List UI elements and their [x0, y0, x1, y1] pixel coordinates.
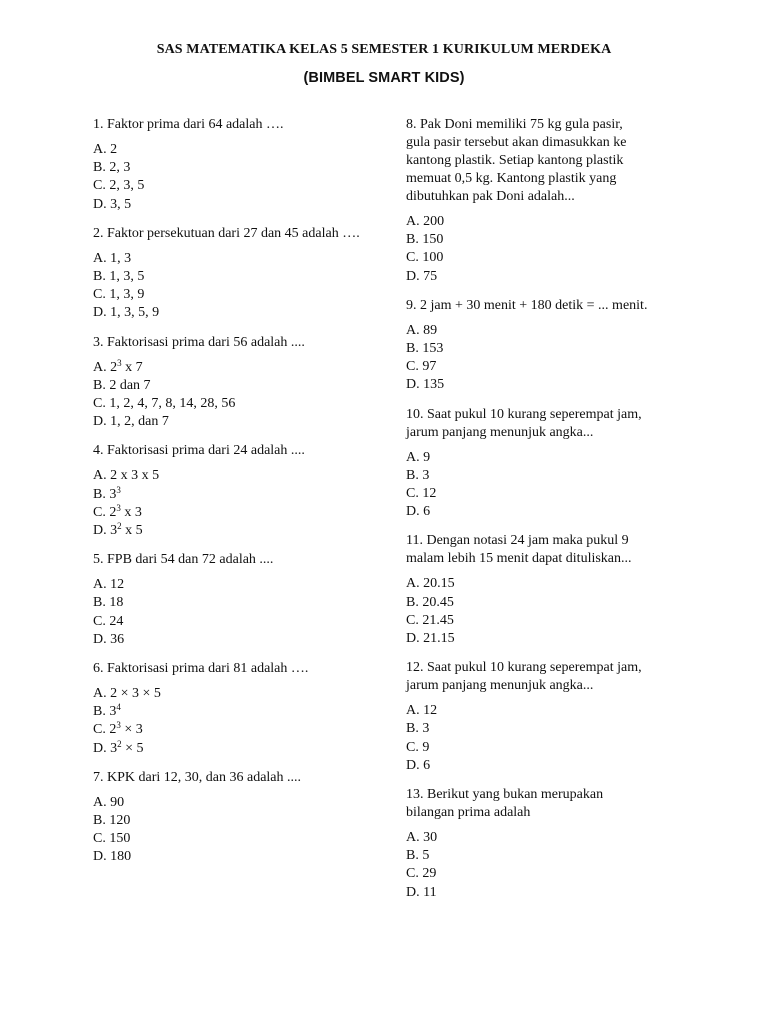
- answer-option: A. 1, 3: [93, 250, 132, 266]
- answer-option: C. 2, 3, 5: [93, 178, 145, 194]
- question-text: 13. Berikut yang bukan merupakan bilangan prima adalah: [406, 787, 604, 821]
- answer-option: B. 2, 3: [93, 160, 131, 176]
- question-text: 10. Saat pukul 10 kurang seperempat jam, jarum panjang menunjuk angka...: [406, 406, 642, 440]
- question-text: 5. FPB dari 54 dan 72 adalah ....: [93, 552, 274, 568]
- answer-option: B. 153: [406, 341, 444, 357]
- answer-option: C. 24: [93, 613, 124, 629]
- answer-option: D. 1, 2, dan 7: [93, 414, 169, 430]
- right-column: [406, 116, 696, 902]
- answer-option: B. 150: [406, 232, 444, 248]
- question-text: 8. Pak Doni memiliki 75 kg gula pasir, gula pasir tersebut akan dimasukkan ke kantong plastik. Setiap kantong plastik memuat 0,5 kg. Kantong plastik yang dibutuhkan pak Doni adalah...: [406, 117, 627, 204]
- answer-option: D. 6: [406, 504, 431, 520]
- question-item: [93, 442, 383, 540]
- question-text: 7. KPK dari 12, 30, dan 36 adalah ....: [93, 769, 302, 785]
- answer-option: D. 36: [93, 631, 125, 647]
- page-title: SAS MATEMATIKA KELAS 5 SEMESTER 1 KURIKULUM MERDEKA: [156, 42, 612, 57]
- question-item: [93, 551, 383, 649]
- answer-option: D. 180: [93, 849, 132, 865]
- answer-option: C. 1, 3, 9: [93, 287, 145, 303]
- answer-option: B. 5: [406, 848, 430, 864]
- answer-option: C. 1, 2, 4, 7, 8, 14, 28, 56: [93, 396, 236, 412]
- answer-option: C. 100: [406, 250, 444, 266]
- answer-option: C. 9: [406, 739, 430, 755]
- answer-option: D. 135: [406, 377, 445, 393]
- answer-option: A. 9: [406, 449, 431, 465]
- answer-option: A. 2 x 3 x 5: [93, 468, 160, 484]
- question-item: [93, 769, 383, 867]
- question-item: [93, 334, 383, 432]
- answer-option: C. 21.45: [406, 612, 454, 628]
- answer-option: B. 20.45: [406, 594, 454, 610]
- question-item: [406, 786, 696, 902]
- left-column: [93, 116, 383, 867]
- answer-option: D. 3, 5: [93, 196, 132, 212]
- answer-option: B. 18: [93, 595, 124, 611]
- question-text: 1. Faktor prima dari 64 adalah ….: [93, 117, 284, 132]
- answer-option: D. $3^2 \times 5$: [93, 738, 144, 756]
- answer-option: B. $3^4$: [93, 702, 121, 720]
- answer-option: A. 90: [93, 794, 125, 810]
- answer-option: A. 20.15: [406, 576, 455, 592]
- answer-option: D. 1, 3, 5, 9: [93, 305, 160, 321]
- answer-option: D. $3^2$ x 5: [93, 521, 143, 539]
- answer-option: D. 6: [406, 757, 431, 773]
- answer-option: A. 89: [406, 322, 438, 338]
- answer-option: B. 1, 3, 5: [93, 269, 145, 285]
- answer-option: C. 97: [406, 359, 437, 375]
- answer-option: A. 12: [93, 577, 125, 593]
- answer-option: C. $2^3 \times 3$: [93, 720, 143, 738]
- answer-option: A. 30: [406, 830, 438, 846]
- question-text: 3. Faktorisasi prima dari 56 adalah ....: [93, 334, 305, 350]
- question-item: [406, 659, 696, 775]
- answer-option: A. 200: [406, 214, 445, 229]
- question-text: 6. Faktorisasi prima dari 81 adalah ….: [93, 661, 309, 677]
- question-text: 9. 2 jam + 30 menit + 180 detik = ... menit.: [406, 297, 648, 313]
- question-item: [93, 116, 383, 214]
- answer-option: C. 12: [406, 486, 437, 502]
- question-item: [406, 297, 696, 395]
- page-subtitle: (BIMBEL SMART KIDS): [303, 70, 465, 86]
- answer-option: A. 2: [93, 142, 118, 157]
- answer-option: A. 2 × 3 × 5: [93, 686, 161, 702]
- question-item: [406, 532, 696, 648]
- question-text: 11. Dengan notasi 24 jam maka pukul 9 malam lebih 15 menit dapat dituliskan...: [406, 533, 632, 567]
- answer-option: B. $3^3$: [93, 484, 121, 502]
- answer-option: D. 21.15: [406, 631, 455, 647]
- question-text: 2. Faktor persekutuan dari 27 dan 45 adalah ….: [93, 225, 360, 241]
- question-item: [406, 116, 696, 286]
- question-item: [93, 660, 383, 758]
- question-text: 12. Saat pukul 10 kurang seperempat jam, jarum panjang menunjuk angka...: [406, 660, 642, 694]
- answer-option: B. 3: [406, 721, 430, 737]
- question-text: 4. Faktorisasi prima dari 24 adalah ....: [93, 443, 305, 459]
- question-item: [406, 406, 696, 522]
- answer-option: D. 11: [406, 884, 437, 900]
- answer-option: B. 3: [406, 467, 430, 483]
- question-item: [93, 225, 383, 323]
- answer-option: C. 150: [93, 831, 131, 847]
- answer-option: B. 120: [93, 813, 131, 829]
- answer-option: B. 2 dan 7: [93, 377, 151, 393]
- answer-option: D. 75: [406, 268, 438, 284]
- answer-option: C. 29: [406, 866, 437, 882]
- answer-option: C. $2^3$ x 3: [93, 502, 142, 520]
- answer-option: A. $2^3$ x 7: [93, 357, 143, 375]
- answer-option: A. 12: [406, 703, 438, 719]
